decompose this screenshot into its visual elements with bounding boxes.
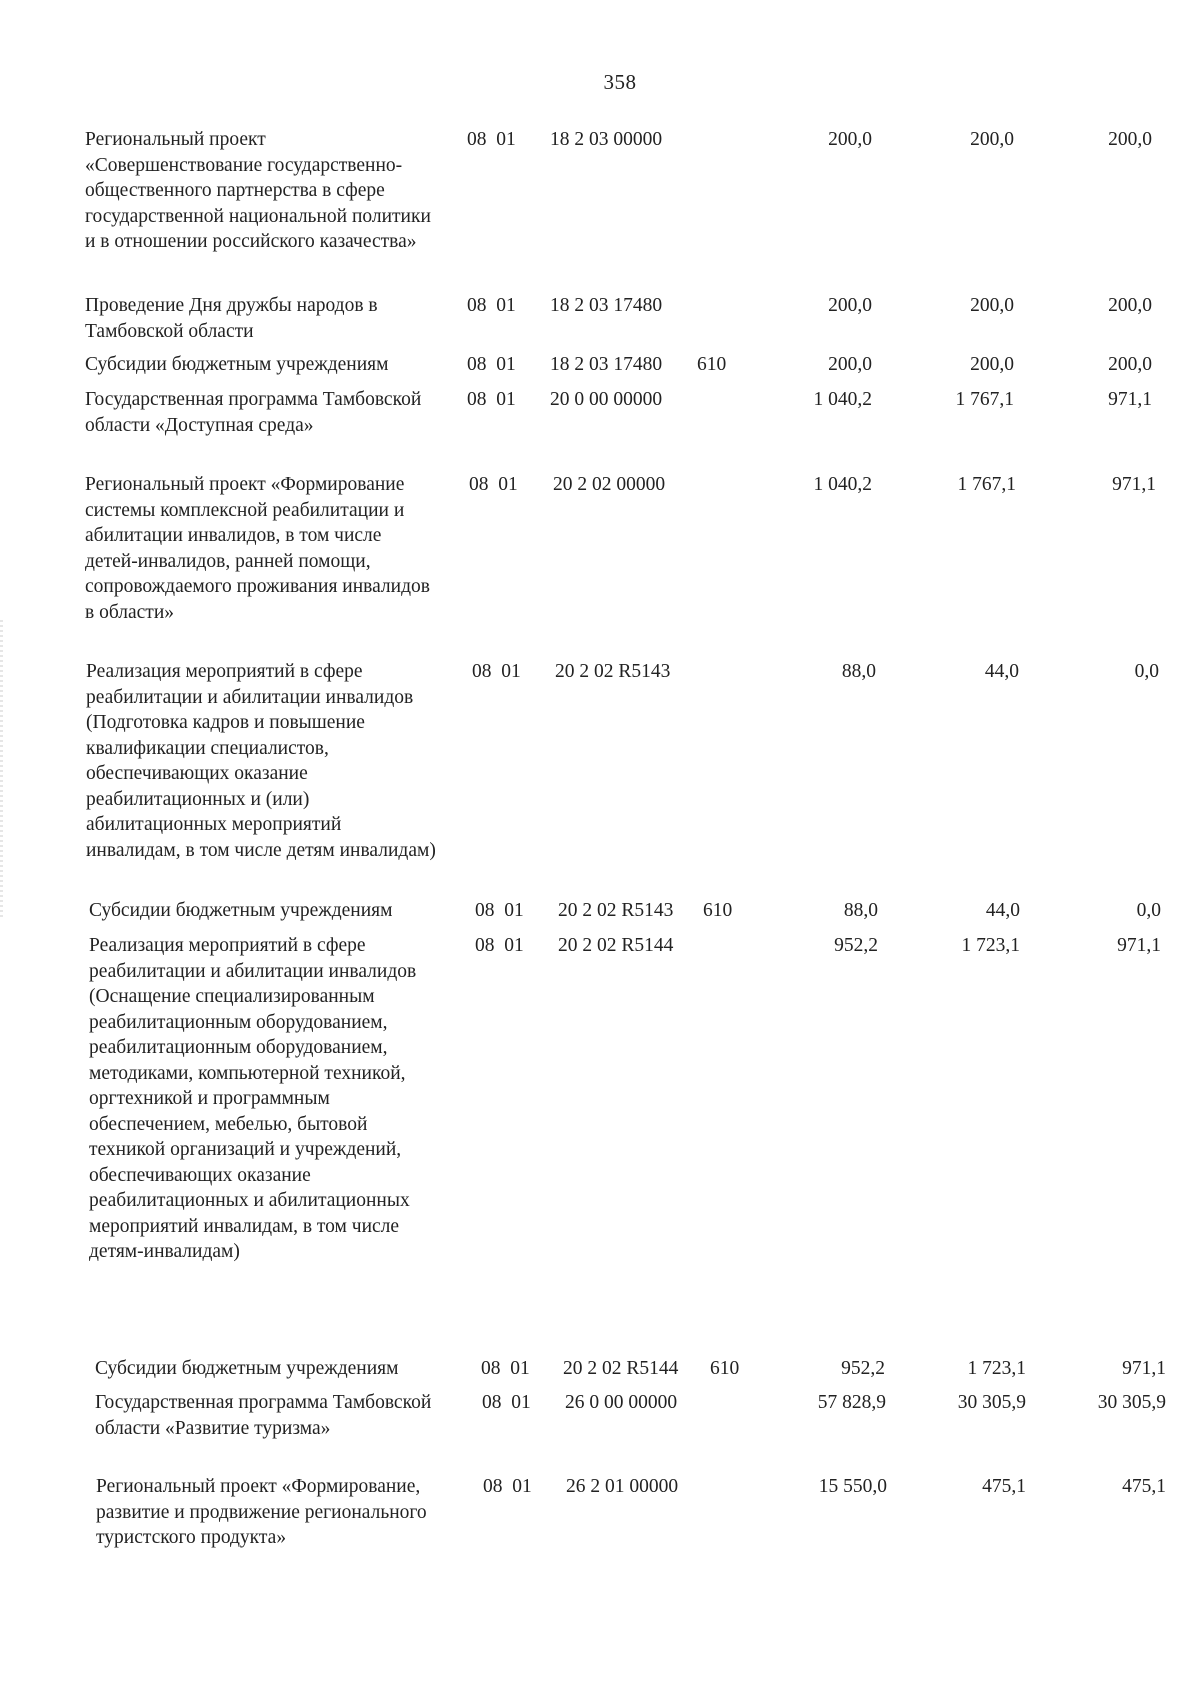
row-section-code: 08 01 (475, 935, 524, 956)
row-amount-year1: 15 550,0 (818, 1476, 887, 1497)
row-target-code: 20 0 00 00000 (550, 389, 663, 410)
row-target-code: 18 2 03 17480 (550, 354, 663, 375)
row-amount-year2: 1 723,1 (967, 1358, 1026, 1379)
row-target-code: 26 2 01 00000 (566, 1476, 679, 1497)
row-amount-year3: 200,0 (1108, 354, 1152, 375)
row-amount-year1: 88,0 (841, 661, 876, 682)
row-amount-year2: 1 723,1 (961, 935, 1020, 956)
row-target-code: 20 2 02 R5143 (555, 661, 671, 682)
row-amount-year1: 57 828,9 (817, 1392, 886, 1413)
row-amount-year2: 200,0 (970, 354, 1014, 375)
row-name: Реализация мероприятий в сфере реабилитации и абилитации инвалидов (Подготовка кадров и повышение квалификации специалистов, обеспечивающих оказание реабилитационных и (или) абилитационных мероприятий инвалидам, в том числе детям инвалидам) (86, 661, 436, 861)
row-section-code: 08 01 (483, 1476, 532, 1497)
row-expense-code: 610 (703, 900, 733, 921)
row-name: Проведение Дня дружбы народов в Тамбовской области (85, 295, 378, 342)
row-section-code: 08 01 (467, 389, 516, 410)
row-section-code: 08 01 (482, 1392, 531, 1413)
row-section-code: 08 01 (467, 295, 516, 316)
row-amount-year3: 971,1 (1122, 1358, 1166, 1379)
row-amount-year1: 1 040,2 (813, 389, 872, 410)
row-section-code: 08 01 (472, 661, 521, 682)
row-target-code: 18 2 03 00000 (550, 129, 663, 150)
row-amount-year2: 44,0 (984, 661, 1019, 682)
row-amount-year3: 200,0 (1108, 129, 1152, 150)
row-target-code: 26 0 00 00000 (565, 1392, 678, 1413)
row-name: Субсидии бюджетным учреждениям (85, 354, 389, 375)
row-target-code: 20 2 02 R5144 (558, 935, 674, 956)
row-target-code: 20 2 02 00000 (553, 474, 666, 495)
row-amount-year1: 88,0 (843, 900, 878, 921)
row-amount-year3: 0,0 (1134, 661, 1159, 682)
row-amount-year1: 952,2 (841, 1358, 885, 1379)
row-amount-year2: 1 767,1 (957, 474, 1016, 495)
page-number: 358 (603, 70, 637, 94)
row-amount-year3: 200,0 (1108, 295, 1152, 316)
row-name: Региональный проект «Совершенствование государственно-общественного партнерства в сфере государственной национальной политики и в отношении российского казачества» (85, 129, 431, 252)
row-amount-year1: 952,2 (834, 935, 878, 956)
row-name: Реализация мероприятий в сфере реабилитации и абилитации инвалидов (Оснащение специализированным реабилитационным оборудованием, реабилитационным оборудованием, методиками, компьютерной техникой, оргтехникой и программным обеспечением, мебелью, бытовой техникой организаций и учреждений, обеспечивающих оказание реабилитационных и абилитационных мероприятий инвалидам, в том числе детям-инвалидам) (89, 935, 417, 1262)
row-amount-year2: 1 767,1 (955, 389, 1014, 410)
row-amount-year2: 30 305,9 (957, 1392, 1026, 1413)
row-amount-year3: 971,1 (1117, 935, 1161, 956)
row-target-code: 18 2 03 17480 (550, 295, 663, 316)
row-amount-year1: 200,0 (828, 354, 872, 375)
row-section-code: 08 01 (475, 900, 524, 921)
row-name: Субсидии бюджетным учреждениям (89, 900, 393, 921)
row-name: Государственная программа Тамбовской области «Развитие туризма» (95, 1392, 432, 1439)
row-amount-year1: 200,0 (828, 129, 872, 150)
row-target-code: 20 2 02 R5143 (558, 900, 674, 921)
row-section-code: 08 01 (467, 354, 516, 375)
row-name: Региональный проект «Формирование, развитие и продвижение регионального туристского продукта» (96, 1476, 427, 1548)
row-name: Региональный проект «Формирование системы комплексной реабилитации и абилитации инвалидов, в том числе детей-инвалидов, ранней помощи, сопровождаемого проживания инвалидов в области» (85, 474, 430, 623)
row-amount-year1: 1 040,2 (813, 474, 872, 495)
row-expense-code: 610 (697, 354, 727, 375)
row-amount-year1: 200,0 (828, 295, 872, 316)
row-amount-year2: 200,0 (970, 295, 1014, 316)
row-amount-year3: 30 305,9 (1097, 1392, 1166, 1413)
row-amount-year2: 200,0 (970, 129, 1014, 150)
scan-edge-artifact (0, 620, 3, 920)
row-amount-year3: 971,1 (1112, 474, 1156, 495)
row-name: Субсидии бюджетным учреждениям (95, 1358, 399, 1379)
row-amount-year3: 0,0 (1136, 900, 1161, 921)
row-amount-year2: 475,1 (982, 1476, 1026, 1497)
row-name: Государственная программа Тамбовской области «Доступная среда» (85, 389, 422, 436)
row-amount-year3: 971,1 (1108, 389, 1152, 410)
row-section-code: 08 01 (481, 1358, 530, 1379)
row-section-code: 08 01 (469, 474, 518, 495)
row-amount-year2: 44,0 (985, 900, 1020, 921)
row-target-code: 20 2 02 R5144 (563, 1358, 679, 1379)
row-amount-year3: 475,1 (1122, 1476, 1166, 1497)
row-expense-code: 610 (710, 1358, 740, 1379)
row-section-code: 08 01 (467, 129, 516, 150)
